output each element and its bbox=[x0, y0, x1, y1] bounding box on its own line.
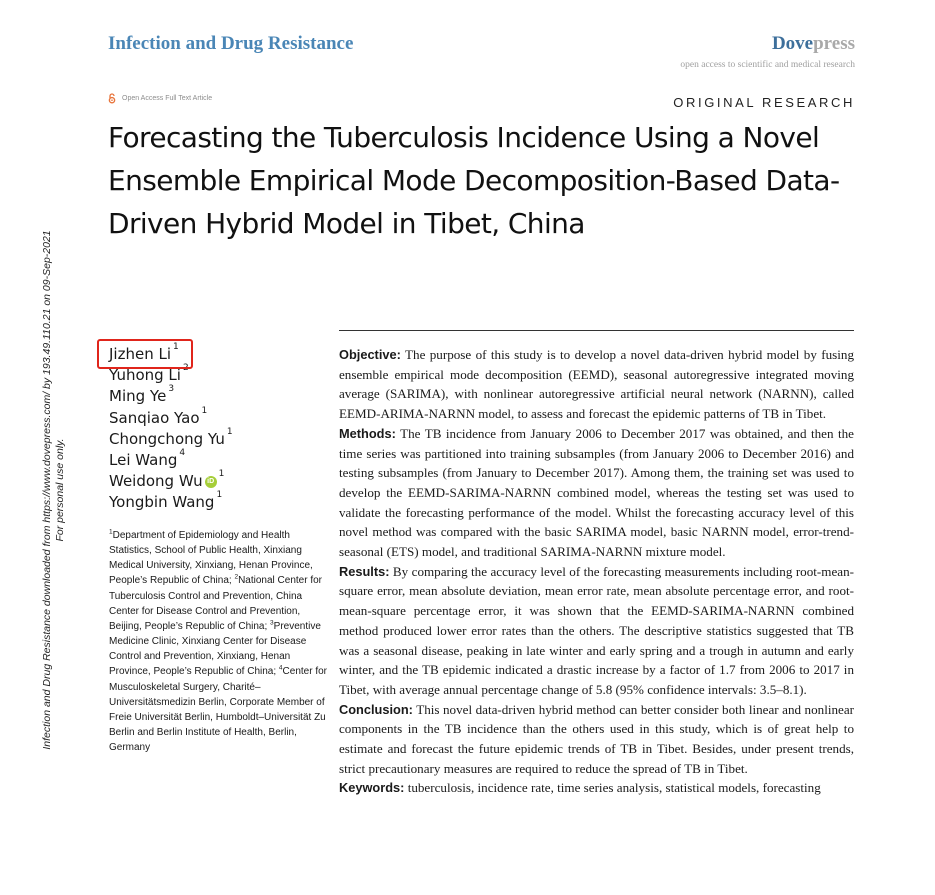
abstract-conclusion: Conclusion: This novel data-driven hybrid method can better consider both linear and nonlinear components in the TB incidence than the others used in this study, which is of great help to estimate and forecast the future epidemic trends of TB in Tibet. Besides, under present trends, strict precautionary measures are required to reduce the spread of TB in Tibet. bbox=[339, 701, 854, 776]
author-name[interactable]: Yongbin Wang $^1$ bbox=[109, 490, 223, 512]
open-access-icon bbox=[108, 93, 116, 104]
publisher-logo-dove: Dove bbox=[771, 33, 814, 54]
author-name[interactable]: Jizhen Li $^1$ bbox=[109, 342, 179, 363]
download-notice-line2: For personal use only. bbox=[54, 438, 66, 542]
article-title: Forecasting the Tuberculosis Incidence Using a Novel Ensemble Empirical Mode Decomposition-Based Data-Driven Hybrid Model in Tibet, China bbox=[108, 121, 840, 240]
author-list bbox=[109, 344, 233, 514]
open-access-badge bbox=[108, 93, 212, 104]
author-name[interactable]: Chongchong Yu $^1$ bbox=[109, 426, 233, 448]
download-notice bbox=[36, 200, 72, 780]
author-name[interactable]: Weidong Wu iD $^1$ bbox=[109, 469, 225, 491]
author-name[interactable]: Lei Wang $^4$ bbox=[109, 448, 186, 470]
orcid-icon[interactable]: iD bbox=[205, 476, 217, 488]
abstract-keywords: Keywords: tuberculosis, incidence rate, time series analysis, statistical models, forecasting bbox=[339, 780, 821, 796]
abstract-results: Results: By comparing the accuracy level of the forecasting measurements including root-mean-square error, mean absolute deviation, mean error rate, mean absolute percentage error, and root-mean-square percentage error, it was shown that the EEMD-SARIMA-NARNN combined method produced lower error rates than the others. The descriptive statistics suggested that TB was a seasonal disease, peaking in late winter and early spring and a trough in autumn and early winter, and the TB epidemic indicated a drastic increase by a factor of 1.7 from 2006 to 2017 in Tibet, with average annual percentage change of 5.8 (95% confidence intervals: 3.5–8.1). bbox=[339, 563, 854, 697]
journal-name: Infection and Drug Resistance bbox=[108, 33, 354, 54]
download-notice-line1: Infection and Drug Resistance downloaded from https://www.dovepress.com/ by 193.49.110.21 on 09-Sep-2021 bbox=[41, 230, 53, 750]
author-name[interactable]: Ming Ye $^3$ bbox=[109, 384, 175, 406]
abstract-methods: Methods: The TB incidence from January 2006 to December 2017 was obtained, and then the time series was partitioned into training subsamples (from January 2006 to December 2016) and testing subsamples (from January to December 2017). Among them, the training set was used to develop the EEMD-SARIMA-NARNN combined model, whereas the testing set was used to validate the forecasting performance of the model. Whilst the forecasting accuracy level of this novel method was compared with the basic SARIMA model, basic NARNN model, error-trend-seasonal (ETS) model, and traditional SARIMA-NARNN mixture model. bbox=[339, 425, 854, 560]
abstract bbox=[339, 345, 854, 798]
highlight-box bbox=[97, 339, 193, 369]
open-access-label: Open Access Full Text Article bbox=[122, 95, 213, 102]
article-type: ORIGINAL RESEARCH bbox=[673, 95, 855, 110]
author-name[interactable]: Sanqiao Yao $^1$ bbox=[109, 405, 208, 427]
publisher-logo bbox=[772, 33, 855, 55]
abstract-divider bbox=[339, 330, 854, 331]
publisher-tagline: open access to scientific and medical research bbox=[680, 60, 855, 70]
publisher-logo-press: press bbox=[813, 33, 855, 54]
author-name[interactable]: Yuhong Li $^2$ bbox=[109, 363, 189, 385]
abstract-objective: Objective: The purpose of this study is to develop a novel data-driven hybrid model by fusing ensemble empirical mode decomposition (EEMD), seasonal autoregressive integrated moving average (SARIMA), with nonlinear autoregressive artificial neural network (NARNN), called EEMD-ARIMA-NARNN model, to assess and forecast the epidemic patterns of TB in Tibet. bbox=[339, 347, 854, 422]
affiliations: $^1$Department of Epidemiology and Health Statistics, School of Public Health, Xinxiang Medical University, Xinxiang, Henan Province, People’s Republic of China; $^2$National Center for Tuberculosis Control and Prevention, China Center for Disease Control and Prevention, Beijing, People’s Republic of China; $^3$Preventive Medicine Clinic, Xinxiang Center for Disease Control and Prevention, Xinxiang, Henan Province, People’s Republic of China; $^4$Center for Musculoskeletal Surgery, Charité–Universitätsmedizin Berlin, Corporate Member of Freie Universität Berlin, Humboldt–Universität Zu Berlin and Berlin Institute of Health, Berlin, Germany bbox=[109, 528, 328, 754]
